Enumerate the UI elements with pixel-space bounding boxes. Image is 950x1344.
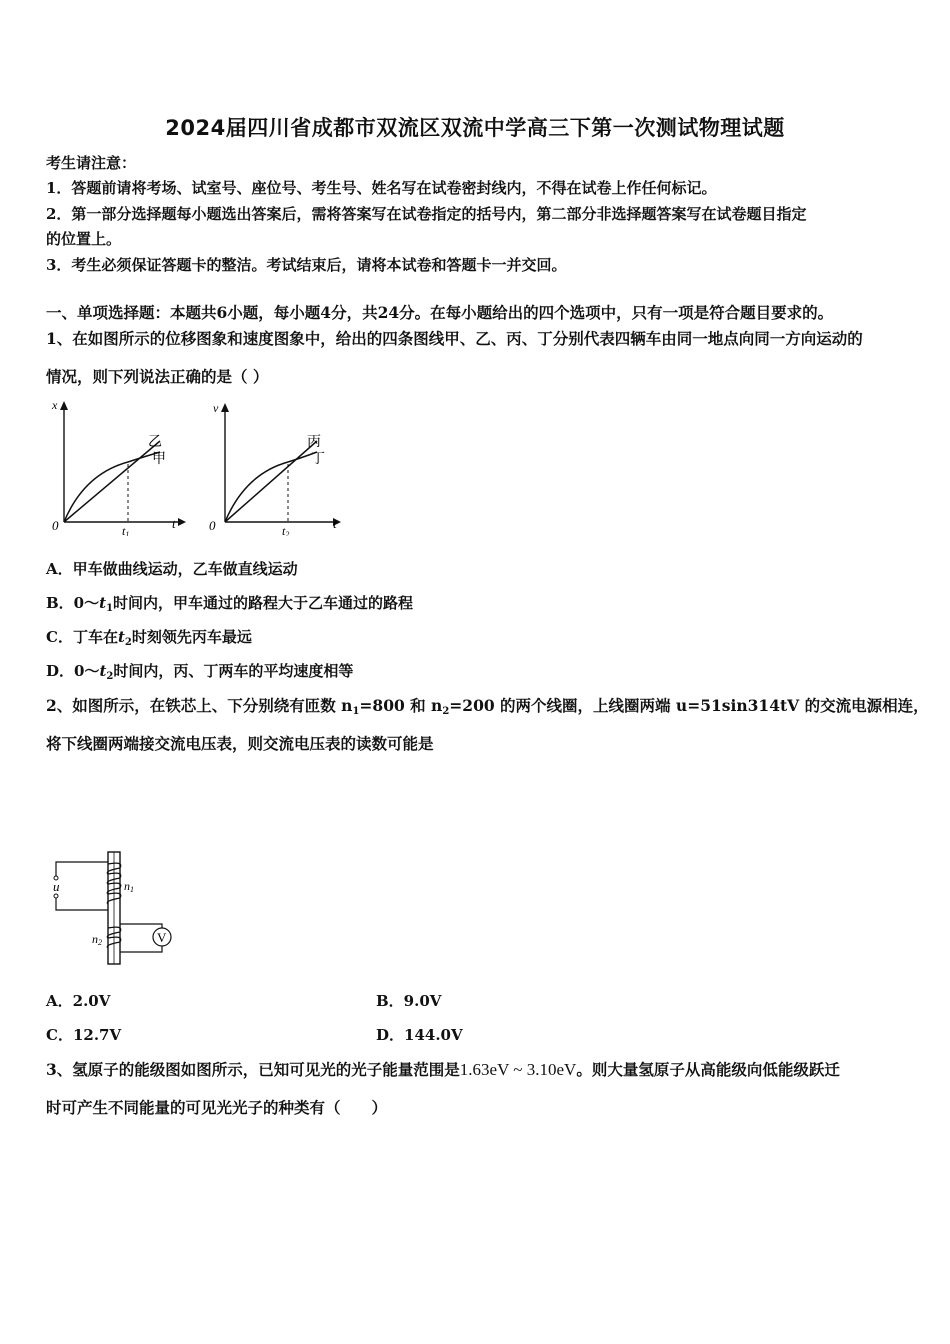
q2-option-a: A．2.0V	[46, 992, 111, 1010]
vt-y-arrow	[221, 403, 229, 412]
q2-option-b: B．9.0V	[376, 992, 442, 1010]
n1-label: n1	[124, 879, 134, 894]
page-title: 2024届四川省成都市双流区双流中学高三下第一次测试物理试题	[165, 116, 785, 140]
notice-item-1: 1．答题前请将考场、试室号、座位号、考生号、姓名写在试卷密封线内，不得在试卷上作任何标记。	[46, 179, 717, 197]
xt-y-label: x	[52, 398, 58, 412]
xt-x-arrow	[178, 518, 186, 526]
q1-option-a: A．甲车做曲线运动，乙车做直线运动	[46, 560, 298, 578]
q1-vt-graph	[205, 396, 355, 536]
notice-item-3: 3．考生必须保证答题卡的整洁。考试结束后，请将本试卷和答题卡一并交回。	[46, 256, 567, 274]
vt-line-bing	[225, 441, 317, 522]
q1-stem-line1: 1、在如图所示的位移图象和速度图象中，给出的四条图线甲、乙、丙、丁分别代表四辆车由同一地点向同一方向运动的	[46, 329, 863, 348]
notice-item-2: 2．第一部分选择题每小题选出答案后，需将答案写在试卷指定的括号内，第二部分非选择题答案写在试卷题目指定	[46, 205, 807, 223]
terminal-bottom	[54, 894, 58, 898]
vt-origin-label: 0	[209, 518, 216, 533]
q3-stem-line2: 时可产生不同能量的可见光光子的种类有（ ）	[46, 1098, 388, 1117]
xt-y-arrow	[60, 401, 68, 410]
xt-origin-label: 0	[52, 518, 59, 533]
q2-transformer-diagram	[44, 848, 184, 968]
xt-x-label: t	[172, 516, 176, 531]
q3-stem-line1: 3、氢原子的能级图如图所示，已知可见光的光子能量范围是1.63eV ~ 3.10eV。则大量氢原子从高能级向低能级跃迁	[46, 1060, 840, 1079]
vt-x-label: t	[333, 516, 337, 531]
vt-t2-label: t2	[282, 524, 290, 536]
q2-stem-line1: 2、如图所示，在铁芯上、下分别绕有匝数 $n_1=800$ 和 $n_2=200$ 的两个线圈，上线圈两端 u=51sin314tV 的交流电源相连，	[46, 696, 929, 717]
source-u-label: u	[53, 879, 60, 894]
q1-xt-graph	[44, 396, 194, 536]
voltmeter-label: V	[157, 930, 167, 945]
vt-y-label: v	[213, 401, 219, 415]
vt-label-bing: 丙	[307, 435, 321, 450]
n2-label: n2	[92, 932, 102, 947]
secondary-wire-bottom	[120, 946, 162, 952]
notice-heading: 考生请注意：	[46, 154, 137, 172]
q2-option-c: C．12.7V	[46, 1026, 122, 1044]
secondary-wire-top	[120, 924, 162, 928]
vt-label-ding: 丁	[311, 452, 325, 467]
q1-option-d: D．$0\sim t_2$时间内，丙、丁两车的平均速度相等	[46, 662, 354, 682]
primary-wire-top	[56, 862, 108, 876]
xt-line-yi	[64, 441, 160, 522]
q2-stem-line2: 将下线圈两端接交流电压表，则交流电压表的读数可能是	[46, 734, 434, 753]
q1-option-c: C．丁车在$t_2$时刻领先丙车最远	[46, 628, 252, 648]
section-heading: 一、单项选择题：本题共6小题，每小题4分，共24分。在每小题给出的四个选项中，只有一项是符合题目要求的。	[46, 303, 834, 322]
xt-label-jia: 甲	[152, 452, 166, 467]
xt-label-yi: 乙	[148, 435, 162, 450]
q2-option-d: D．144.0V	[376, 1026, 463, 1044]
xt-t1-label: t1	[122, 524, 130, 536]
q1-option-b: B．$0\sim t_1$时间内，甲车通过的路程大于乙车通过的路程	[46, 594, 414, 614]
q1-stem-line2: 情况，则下列说法正确的是（ ）	[46, 367, 269, 386]
notice-item-2-cont: 的位置上。	[46, 230, 122, 248]
primary-wire-bottom	[56, 898, 108, 910]
